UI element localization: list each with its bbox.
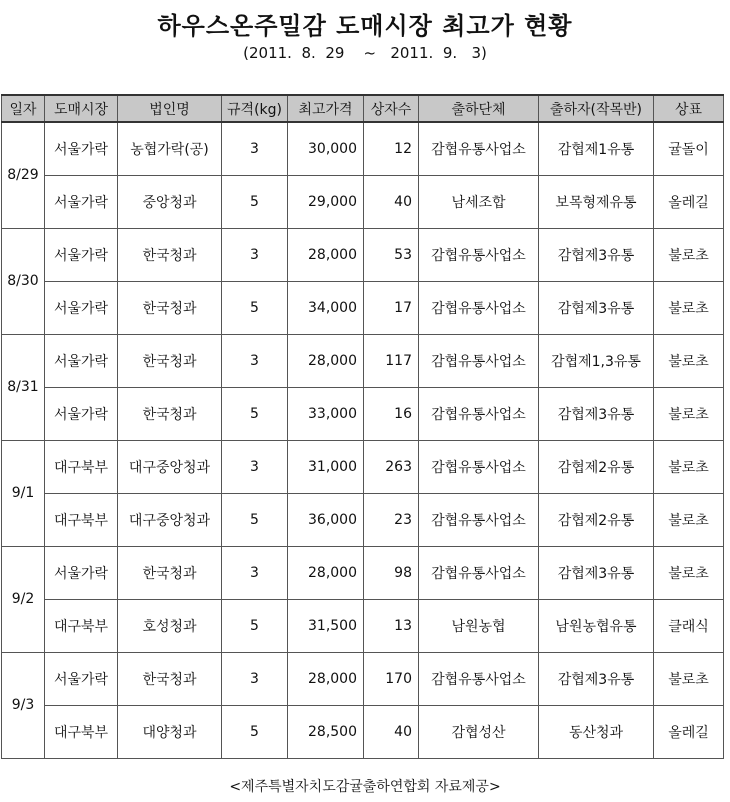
corporation-cell: 호성청과	[118, 599, 222, 652]
shipping-group-cell: 감협유통사업소	[419, 387, 539, 440]
market-cell: 서울가락	[45, 228, 118, 281]
corporation-cell: 대양청과	[118, 705, 222, 758]
header-top-price: 최고가격	[288, 95, 364, 122]
shipper-cell: 감협제3유통	[539, 228, 654, 281]
shipper-cell: 감협제3유통	[539, 281, 654, 334]
market-cell: 서울가락	[45, 652, 118, 705]
shipper-cell: 감협제2유통	[539, 440, 654, 493]
corporation-cell: 한국청과	[118, 334, 222, 387]
brand-cell: 불로초	[654, 334, 724, 387]
boxes-cell: 53	[364, 228, 419, 281]
corporation-cell: 대구중앙청과	[118, 440, 222, 493]
shipping-group-cell: 감협유통사업소	[419, 281, 539, 334]
table-row	[2, 705, 724, 758]
size-cell: 5	[222, 281, 288, 334]
size-cell: 3	[222, 334, 288, 387]
price-cell: 33,000	[288, 387, 364, 440]
market-cell: 서울가락	[45, 175, 118, 228]
shipper-cell: 감협제3유통	[539, 546, 654, 599]
price-cell: 31,000	[288, 440, 364, 493]
shipping-group-cell: 감협유통사업소	[419, 334, 539, 387]
shipper-cell: 동산청과	[539, 705, 654, 758]
price-cell: 28,500	[288, 705, 364, 758]
boxes-cell: 17	[364, 281, 419, 334]
price-cell: 30,000	[288, 122, 364, 175]
table-row	[2, 281, 724, 334]
market-cell: 대구북부	[45, 493, 118, 546]
brand-cell: 불로초	[654, 652, 724, 705]
header-brand: 상표	[654, 95, 724, 122]
brand-cell: 불로초	[654, 493, 724, 546]
shipping-group-cell: 감협유통사업소	[419, 493, 539, 546]
date-range: (2011. 8. 29 ~ 2011. 9. 3)	[243, 44, 487, 62]
shipping-group-cell: 남원농협	[419, 599, 539, 652]
date-cell: 8/29	[2, 122, 45, 228]
boxes-cell: 23	[364, 493, 419, 546]
market-cell: 대구북부	[45, 440, 118, 493]
header-shipper: 출하자(작목반)	[539, 95, 654, 122]
brand-cell: 클래식	[654, 599, 724, 652]
date-cell: 8/30	[2, 228, 45, 334]
price-cell: 34,000	[288, 281, 364, 334]
boxes-cell: 40	[364, 705, 419, 758]
shipper-cell: 감협제1유통	[539, 122, 654, 175]
table-row	[2, 175, 724, 228]
boxes-cell: 40	[364, 175, 419, 228]
date-cell: 8/31	[2, 334, 45, 440]
size-cell: 5	[222, 175, 288, 228]
shipper-cell: 감협제3유통	[539, 387, 654, 440]
size-cell: 3	[222, 440, 288, 493]
price-cell: 28,000	[288, 228, 364, 281]
price-cell: 31,500	[288, 599, 364, 652]
header-size: 규격(kg)	[222, 95, 288, 122]
price-cell: 28,000	[288, 546, 364, 599]
corporation-cell: 한국청과	[118, 387, 222, 440]
header-boxes: 상자수	[364, 95, 419, 122]
size-cell: 5	[222, 599, 288, 652]
corporation-cell: 한국청과	[118, 652, 222, 705]
price-cell: 28,000	[288, 334, 364, 387]
header-market: 도매시장	[45, 95, 118, 122]
size-cell: 3	[222, 228, 288, 281]
size-cell: 3	[222, 546, 288, 599]
boxes-cell: 13	[364, 599, 419, 652]
brand-cell: 올레길	[654, 175, 724, 228]
brand-cell: 불로초	[654, 281, 724, 334]
size-cell: 3	[222, 122, 288, 175]
shipper-cell: 감협제2유통	[539, 493, 654, 546]
price-cell: 29,000	[288, 175, 364, 228]
market-cell: 서울가락	[45, 281, 118, 334]
shipping-group-cell: 남세조합	[419, 175, 539, 228]
size-cell: 5	[222, 493, 288, 546]
date-cell: 9/2	[2, 546, 45, 652]
source-note: <제주특별자치도감귤출하연합회 자료제공>	[229, 779, 501, 795]
boxes-cell: 170	[364, 652, 419, 705]
shipper-cell: 감협제1,3유통	[539, 334, 654, 387]
header-shipping-group: 출하단체	[419, 95, 539, 122]
header-corporation: 법인명	[118, 95, 222, 122]
boxes-cell: 263	[364, 440, 419, 493]
market-cell: 서울가락	[45, 122, 118, 175]
shipper-cell: 남원농협유통	[539, 599, 654, 652]
market-cell: 대구북부	[45, 599, 118, 652]
boxes-cell: 98	[364, 546, 419, 599]
table-row	[2, 652, 724, 705]
shipping-group-cell: 감협유통사업소	[419, 122, 539, 175]
boxes-cell: 12	[364, 122, 419, 175]
corporation-cell: 한국청과	[118, 228, 222, 281]
corporation-cell: 중앙청과	[118, 175, 222, 228]
boxes-cell: 16	[364, 387, 419, 440]
boxes-cell: 117	[364, 334, 419, 387]
shipping-group-cell: 감협유통사업소	[419, 228, 539, 281]
table-row	[2, 387, 724, 440]
date-cell: 9/1	[2, 440, 45, 546]
shipping-group-cell: 감협성산	[419, 705, 539, 758]
shipper-cell: 보목형제유통	[539, 175, 654, 228]
price-cell: 36,000	[288, 493, 364, 546]
market-cell: 서울가락	[45, 387, 118, 440]
table-row	[2, 122, 724, 175]
corporation-cell: 대구중앙청과	[118, 493, 222, 546]
corporation-cell: 농협가락(공)	[118, 122, 222, 175]
brand-cell: 불로초	[654, 228, 724, 281]
corporation-cell: 한국청과	[118, 281, 222, 334]
market-cell: 대구북부	[45, 705, 118, 758]
header-date: 일자	[2, 95, 45, 122]
brand-cell: 불로초	[654, 440, 724, 493]
table-row	[2, 546, 724, 599]
brand-cell: 불로초	[654, 546, 724, 599]
brand-cell: 올레길	[654, 705, 724, 758]
table-body	[2, 122, 724, 758]
size-cell: 3	[222, 652, 288, 705]
table-row	[2, 599, 724, 652]
size-cell: 5	[222, 705, 288, 758]
price-table	[1, 94, 724, 759]
date-cell: 9/3	[2, 652, 45, 758]
page-title: 하우스온주밀감 도매시장 최고가 현황	[157, 12, 573, 40]
shipping-group-cell: 감협유통사업소	[419, 652, 539, 705]
size-cell: 5	[222, 387, 288, 440]
price-cell: 28,000	[288, 652, 364, 705]
table-row	[2, 440, 724, 493]
brand-cell: 귤돌이	[654, 122, 724, 175]
corporation-cell: 한국청과	[118, 546, 222, 599]
table-row	[2, 334, 724, 387]
shipper-cell: 감협제3유통	[539, 652, 654, 705]
shipping-group-cell: 감협유통사업소	[419, 440, 539, 493]
market-cell: 서울가락	[45, 546, 118, 599]
table-row	[2, 493, 724, 546]
market-cell: 서울가락	[45, 334, 118, 387]
brand-cell: 불로초	[654, 387, 724, 440]
header-row	[2, 95, 724, 122]
table-row	[2, 228, 724, 281]
shipping-group-cell: 감협유통사업소	[419, 546, 539, 599]
